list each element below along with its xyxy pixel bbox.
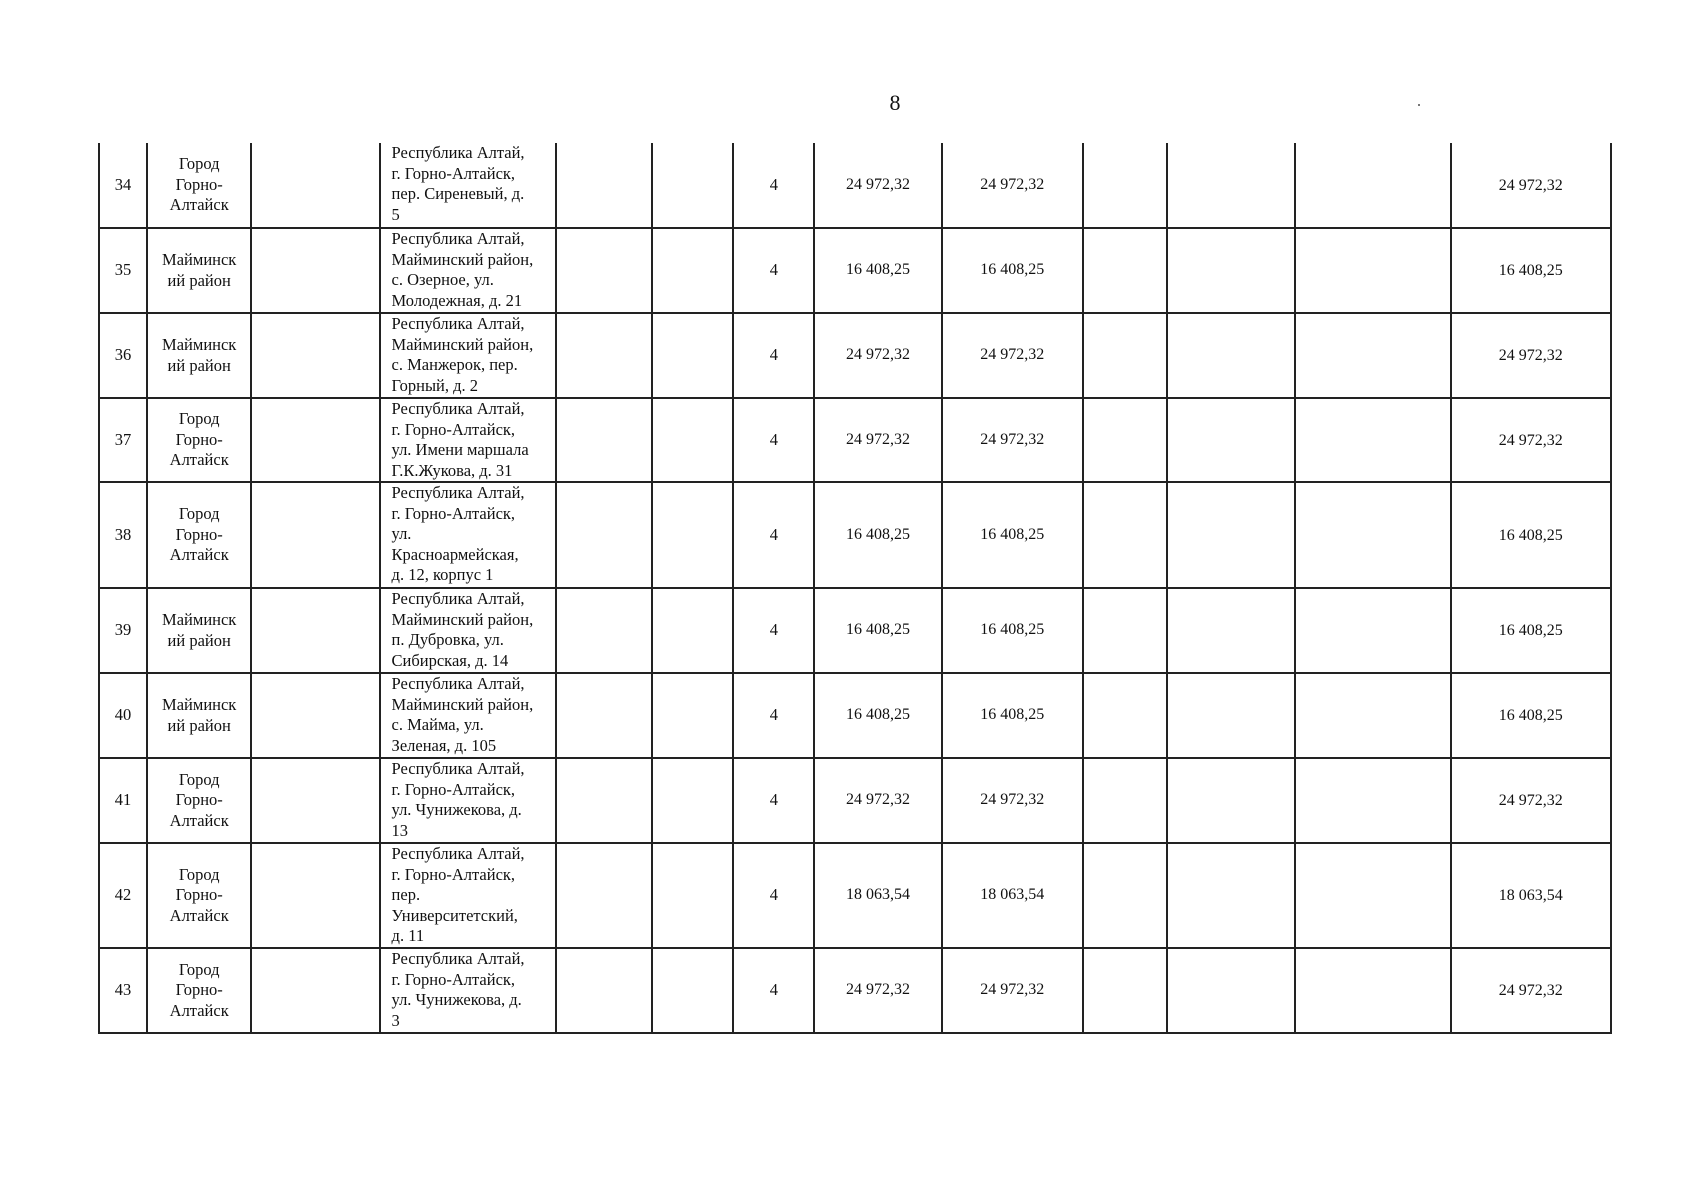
empty-cell	[251, 758, 379, 843]
count-cell: 4	[733, 143, 814, 228]
municipality-cell	[147, 673, 251, 758]
address-text: Республика Алтай, г. Горно-Алтайск, пер. Университетский, д. 11	[391, 844, 525, 945]
empty-cell	[1167, 228, 1295, 313]
municipality-cell	[147, 143, 251, 228]
row-number-cell: 38	[99, 482, 147, 588]
count-cell: 4	[733, 843, 814, 948]
empty-cell	[1083, 143, 1167, 228]
total-cell: 24 972,32	[1451, 398, 1611, 482]
empty-cell	[556, 948, 652, 1033]
empty-cell	[1083, 482, 1167, 588]
empty-cell	[251, 313, 379, 398]
empty-cell	[251, 843, 379, 948]
municipality-text: Майминск ий район	[162, 695, 237, 735]
empty-cell	[652, 482, 733, 588]
municipality-text: Город Горно- Алтайск	[169, 154, 229, 215]
municipality-cell	[147, 758, 251, 843]
amount-cell: 16 408,25	[942, 482, 1083, 588]
empty-cell	[1167, 143, 1295, 228]
empty-cell	[556, 843, 652, 948]
empty-cell	[1167, 758, 1295, 843]
empty-cell	[652, 313, 733, 398]
count-cell: 4	[733, 313, 814, 398]
amount-cell: 24 972,32	[814, 398, 941, 482]
count-cell: 4	[733, 673, 814, 758]
empty-cell	[556, 143, 652, 228]
empty-cell	[1167, 398, 1295, 482]
total-cell: 24 972,32	[1451, 758, 1611, 843]
empty-cell	[652, 948, 733, 1033]
address-cell	[380, 398, 556, 482]
empty-cell	[1295, 313, 1450, 398]
address-text: Республика Алтай, Майминский район, п. Дубровка, ул. Сибирская, д. 14	[391, 589, 534, 670]
amount-cell: 16 408,25	[814, 588, 941, 673]
municipality-text: Город Горно- Алтайск	[169, 864, 229, 925]
amount-cell: 24 972,32	[942, 948, 1083, 1033]
empty-cell	[652, 228, 733, 313]
total-cell: 16 408,25	[1451, 588, 1611, 673]
page-number: 8	[889, 90, 901, 115]
total-cell: 18 063,54	[1451, 843, 1611, 948]
municipality-text: Город Горно- Алтайск	[169, 769, 229, 830]
empty-cell	[1295, 843, 1450, 948]
empty-cell	[1083, 673, 1167, 758]
empty-cell	[652, 843, 733, 948]
table-row	[99, 588, 1611, 673]
row-number-cell: 40	[99, 673, 147, 758]
total-cell: 16 408,25	[1451, 482, 1611, 588]
empty-cell	[652, 588, 733, 673]
address-cell	[380, 588, 556, 673]
empty-cell	[556, 398, 652, 482]
empty-cell	[556, 588, 652, 673]
empty-cell	[556, 758, 652, 843]
address-cell	[380, 482, 556, 588]
empty-cell	[251, 398, 379, 482]
address-cell	[380, 673, 556, 758]
municipality-text: Город Горно- Алтайск	[169, 409, 229, 470]
address-cell	[380, 758, 556, 843]
count-cell: 4	[733, 588, 814, 673]
table-row	[99, 398, 1611, 482]
address-cell	[380, 313, 556, 398]
municipality-cell	[147, 948, 251, 1033]
empty-cell	[251, 588, 379, 673]
empty-cell	[1083, 313, 1167, 398]
amount-cell: 16 408,25	[814, 482, 941, 588]
address-text: Республика Алтай, г. Горно-Алтайск, ул. Имени маршала Г.К.Жукова, д. 31	[391, 399, 529, 480]
total-cell: 16 408,25	[1451, 228, 1611, 313]
empty-cell	[1167, 588, 1295, 673]
empty-cell	[556, 673, 652, 758]
row-number-cell: 37	[99, 398, 147, 482]
total-cell: 24 972,32	[1451, 313, 1611, 398]
empty-cell	[1295, 482, 1450, 588]
address-text: Республика Алтай, г. Горно-Алтайск, ул. Чунижекова, д. 13	[391, 759, 525, 840]
municipality-cell	[147, 228, 251, 313]
address-cell	[380, 143, 556, 228]
empty-cell	[1295, 948, 1450, 1033]
address-text: Республика Алтай, Майминский район, с. Озерное, ул. Молодежная, д. 21	[391, 229, 534, 310]
amount-cell: 18 063,54	[814, 843, 941, 948]
empty-cell	[251, 673, 379, 758]
amount-cell: 24 972,32	[814, 313, 941, 398]
amount-cell: 24 972,32	[814, 758, 941, 843]
empty-cell	[556, 313, 652, 398]
amount-cell: 24 972,32	[942, 143, 1083, 228]
amount-cell: 18 063,54	[942, 843, 1083, 948]
empty-cell	[1167, 482, 1295, 588]
amount-cell: 24 972,32	[942, 313, 1083, 398]
address-text: Республика Алтай, г. Горно-Алтайск, пер. Сиреневый, д. 5	[391, 143, 525, 224]
empty-cell	[251, 948, 379, 1033]
amount-cell: 24 972,32	[942, 398, 1083, 482]
address-text: Республика Алтай, Майминский район, с. Майма, ул. Зеленая, д. 105	[391, 674, 534, 755]
table-row	[99, 313, 1611, 398]
empty-cell	[556, 482, 652, 588]
row-number-cell: 41	[99, 758, 147, 843]
count-cell: 4	[733, 758, 814, 843]
municipality-cell	[147, 843, 251, 948]
register-table	[98, 143, 1612, 1034]
total-cell: 16 408,25	[1451, 673, 1611, 758]
row-number-cell: 42	[99, 843, 147, 948]
empty-cell	[1295, 588, 1450, 673]
empty-cell	[1167, 843, 1295, 948]
table-body	[99, 143, 1611, 1033]
table-row	[99, 673, 1611, 758]
empty-cell	[251, 143, 379, 228]
total-cell: 24 972,32	[1451, 948, 1611, 1033]
empty-cell	[1083, 843, 1167, 948]
empty-cell	[1295, 228, 1450, 313]
scan-speck	[1418, 104, 1420, 106]
municipality-cell	[147, 398, 251, 482]
table-row	[99, 948, 1611, 1033]
municipality-text: Майминск ий район	[162, 335, 237, 375]
empty-cell	[1295, 143, 1450, 228]
empty-cell	[1295, 758, 1450, 843]
table-row	[99, 143, 1611, 228]
address-cell	[380, 228, 556, 313]
empty-cell	[556, 228, 652, 313]
table-row	[99, 482, 1611, 588]
empty-cell	[1083, 588, 1167, 673]
row-number-cell: 35	[99, 228, 147, 313]
empty-cell	[1083, 948, 1167, 1033]
empty-cell	[652, 673, 733, 758]
empty-cell	[1295, 673, 1450, 758]
total-cell: 24 972,32	[1451, 143, 1611, 228]
empty-cell	[1083, 398, 1167, 482]
amount-cell: 16 408,25	[814, 673, 941, 758]
amount-cell: 16 408,25	[942, 228, 1083, 313]
municipality-cell	[147, 588, 251, 673]
address-cell	[380, 948, 556, 1033]
table-row	[99, 843, 1611, 948]
row-number-cell: 36	[99, 313, 147, 398]
count-cell: 4	[733, 228, 814, 313]
empty-cell	[652, 758, 733, 843]
row-number-cell: 43	[99, 948, 147, 1033]
municipality-text: Город Горно- Алтайск	[169, 959, 229, 1020]
empty-cell	[652, 398, 733, 482]
address-cell	[380, 843, 556, 948]
count-cell: 4	[733, 398, 814, 482]
empty-cell	[1167, 948, 1295, 1033]
address-text: Республика Алтай, г. Горно-Алтайск, ул. Чунижекова, д. 3	[391, 949, 525, 1030]
table-row	[99, 758, 1611, 843]
address-text: Республика Алтай, г. Горно-Алтайск, ул. Красноармейская, д. 12, корпус 1	[391, 483, 525, 584]
empty-cell	[1083, 758, 1167, 843]
table-row	[99, 228, 1611, 313]
municipality-text: Майминск ий район	[162, 610, 237, 650]
amount-cell: 16 408,25	[942, 673, 1083, 758]
count-cell: 4	[733, 948, 814, 1033]
municipality-cell	[147, 482, 251, 588]
empty-cell	[1167, 673, 1295, 758]
empty-cell	[1167, 313, 1295, 398]
amount-cell: 16 408,25	[942, 588, 1083, 673]
amount-cell: 24 972,32	[814, 143, 941, 228]
empty-cell	[1295, 398, 1450, 482]
municipality-cell	[147, 313, 251, 398]
row-number-cell: 39	[99, 588, 147, 673]
municipality-text: Майминск ий район	[162, 250, 237, 290]
empty-cell	[652, 143, 733, 228]
count-cell: 4	[733, 482, 814, 588]
address-text: Республика Алтай, Майминский район, с. Манжерок, пер. Горный, д. 2	[391, 314, 534, 395]
empty-cell	[1083, 228, 1167, 313]
empty-cell	[251, 482, 379, 588]
empty-cell	[251, 228, 379, 313]
amount-cell: 24 972,32	[942, 758, 1083, 843]
amount-cell: 24 972,32	[814, 948, 941, 1033]
municipality-text: Город Горно- Алтайск	[169, 504, 229, 565]
amount-cell: 16 408,25	[814, 228, 941, 313]
row-number-cell: 34	[99, 143, 147, 228]
